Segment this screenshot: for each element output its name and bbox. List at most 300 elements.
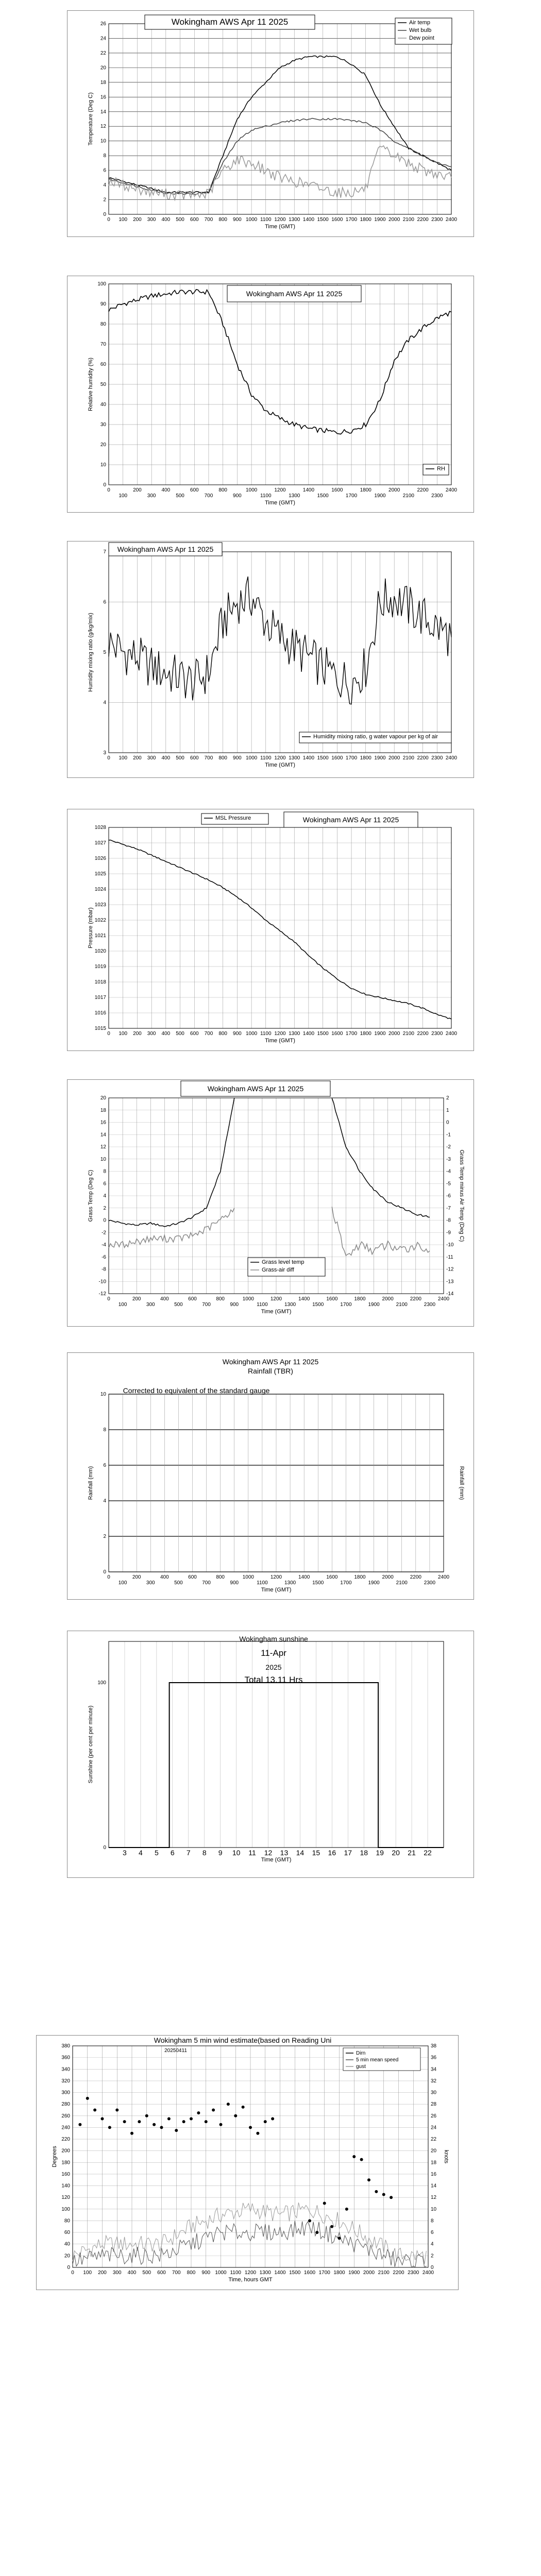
humidity-x-tick-0-1: 200 [133,487,142,493]
chart-mixing-ratio [67,541,474,778]
sunshine-x-tick-7: 10 [232,1849,241,1857]
mixing-ratio-x-tick-0-16: 1600 [331,755,343,761]
wind-direction-point-2 [93,2108,96,2111]
rainfall-x-tick-1-0: 100 [118,1580,127,1586]
grass-temp-x-tick-1-9: 1900 [368,1302,380,1308]
grass-temp-x-tick-0-12: 2400 [437,1296,450,1302]
wind-x-tick-0-7: 700 [172,2270,181,2276]
grass-temp-y-axis-label-right: Grass Temp minus Air Temp (Deg C) [459,1149,465,1242]
wind-x-tick-0-5: 500 [142,2270,151,2276]
wind-right-y-tick-14: 28 [431,2102,437,2108]
pressure-x-tick-0-0: 0 [107,1031,110,1037]
temperature-x-tick-0-3: 300 [147,217,156,223]
humidity-y-tick-7: 70 [100,342,106,347]
pressure-x-tick-0-4: 400 [161,1031,171,1037]
humidity-y-tick-10: 100 [97,281,106,287]
temperature-x-tick-0-23: 2300 [431,217,443,223]
wind-y-tick-0: 0 [67,2265,70,2270]
temperature-x-tick-0-4: 400 [161,217,171,223]
sunshine-x-tick-11: 14 [296,1849,305,1857]
temperature-y-tick-10: 20 [100,65,106,71]
wind-right-y-tick-11: 22 [431,2137,437,2143]
wind-y-tick-1: 20 [64,2253,70,2259]
pressure-title: Wokingham AWS Apr 11 2025 [302,816,399,824]
pressure-x-tick-0-10: 1000 [245,1031,258,1037]
wind-direction-point-26 [271,2117,274,2120]
wind-direction-point-18 [212,2108,215,2111]
wind-direction-point-34 [360,2158,363,2161]
humidity-x-tick-1-4: 900 [233,493,242,499]
temperature-x-tick-0-15: 1500 [317,217,329,223]
pressure-y-tick-4: 1019 [94,964,106,970]
sunshine-x-tick-14: 17 [344,1849,352,1857]
humidity-x-tick-1-9: 1900 [374,493,386,499]
wind-right-y-tick-5: 10 [431,2206,437,2212]
sunshine-x-tick-9: 12 [264,1849,273,1857]
pressure-y-tick-13: 1028 [94,825,106,831]
pressure-x-tick-0-1: 100 [119,1031,128,1037]
temperature-y-tick-4: 8 [103,153,106,159]
wind-direction-point-17 [205,2120,208,2123]
pressure-y-tick-7: 1022 [94,918,106,923]
pressure-y-tick-2: 1017 [94,995,106,1001]
grass-temp-x-tick-0-11: 2200 [410,1296,421,1302]
humidity-x-tick-1-5: 1100 [260,493,272,499]
temperature-x-tick-0-7: 700 [204,217,213,223]
wind-x-tick-0-19: 1900 [348,2270,360,2276]
temperature-x-tick-0-22: 2200 [417,217,429,223]
wind-right-y-tick-15: 30 [431,2090,437,2096]
temperature-y-tick-1: 2 [103,197,106,203]
mixing-ratio-x-tick-0-3: 300 [147,755,156,761]
wind-x-tick-0-6: 600 [157,2270,166,2276]
sunshine-y-axis-label: Sunshine (per cent per minute) [88,1705,94,1784]
temperature-x-tick-0-13: 1300 [289,217,300,223]
wind-direction-point-28 [315,2231,318,2234]
mixing-ratio-x-tick-0-2: 200 [133,755,142,761]
mixing-ratio-x-tick-0-17: 1700 [345,755,358,761]
temperature-x-tick-0-10: 1000 [245,217,258,223]
humidity-legend-label-0: RH [437,466,445,472]
grass-temp-x-tick-0-8: 1600 [326,1296,338,1302]
pressure-x-tick-0-24: 2400 [445,1031,458,1037]
wind-x-tick-0-24: 2400 [422,2270,434,2276]
humidity-y-tick-9: 90 [100,301,106,307]
sunshine-year: 2025 [265,1663,282,1671]
mixing-ratio-x-tick-0-13: 1300 [289,755,300,761]
temperature-y-tick-12: 24 [100,36,106,42]
wind-direction-point-0 [78,2123,81,2126]
temperature-y-tick-3: 6 [103,167,106,174]
wind-y-tick-10: 200 [61,2148,70,2154]
humidity-x-tick-0-0: 0 [107,487,110,493]
sunshine-total: Total 13.11 Hrs [244,1675,303,1685]
wind-y-tick-7: 140 [61,2183,70,2189]
wind-x-tick-0-3: 300 [112,2270,122,2276]
wind-y-tick-15: 300 [61,2090,70,2096]
wind-legend-label-1: 5 min mean speed [356,2057,399,2063]
chart-temperature [67,10,474,237]
temperature-y-tick-2: 4 [103,182,106,189]
wind-direction-point-11 [160,2126,163,2129]
wind-direction-point-3 [101,2117,104,2120]
mixing-ratio-x-tick-0-7: 700 [204,755,213,761]
temperature-x-tick-0-8: 800 [218,217,228,223]
wind-right-y-tick-9: 18 [431,2160,437,2166]
humidity-y-tick-0: 0 [103,482,106,488]
wind-series-gust [73,2202,426,2264]
temperature-y-tick-8: 16 [100,94,106,100]
wind-direction-point-25 [264,2120,267,2123]
grass-temp-right-y-tick-9: -5 [446,1181,451,1187]
grass-temp-legend-label-1: Grass-air diff [262,1267,294,1273]
rainfall-y-axis-label-right: Rainfall (mm) [459,1466,465,1500]
temperature-x-tick-0-18: 1800 [360,217,371,223]
mixing-ratio-x-tick-0-8: 800 [218,755,228,761]
temperature-x-tick-0-2: 200 [133,217,142,223]
temperature-legend-label-2: Dew point [409,35,434,41]
grass-temp-y-tick-14: 16 [100,1120,106,1126]
temperature-legend-label-0: Air temp [409,20,430,26]
rainfall-y-tick-3: 6 [103,1463,106,1468]
rainfall-x-tick-0-9: 1800 [354,1574,366,1580]
grass-temp-title: Wokingham AWS Apr 11 2025 [207,1084,304,1093]
wind-right-y-tick-4: 8 [431,2218,434,2224]
mixing-ratio-x-tick-0-23: 2300 [431,755,443,761]
grass-temp-x-tick-1-4: 900 [230,1302,239,1308]
wind-right-y-tick-13: 26 [431,2113,437,2119]
mixing-ratio-x-tick-0-5: 500 [176,755,184,761]
grass-temp-y-tick-4: -4 [102,1242,106,1248]
wind-direction-point-10 [153,2123,156,2126]
grass-temp-y-axis-label: Grass Temp (Deg C) [88,1170,94,1222]
wind-x-tick-0-9: 900 [201,2270,211,2276]
wind-x-tick-0-8: 800 [187,2270,196,2276]
rainfall-annotation: Corrected to equivalent of the standard gauge [123,1386,270,1395]
pressure-y-tick-10: 1025 [94,871,106,877]
grass-temp-chart-svg [67,1080,474,1326]
wind-direction-point-7 [130,2132,133,2135]
wind-y-axis-label-right: knots [443,2149,449,2164]
grass-temp-x-tick-0-1: 200 [132,1296,141,1302]
wind-y-tick-11: 220 [61,2137,70,2143]
wind-right-y-tick-8: 16 [431,2171,437,2177]
wind-y-tick-17: 340 [61,2066,70,2073]
grass-temp-y-tick-16: 20 [100,1095,106,1101]
humidity-y-tick-5: 50 [100,382,106,387]
mixing-ratio-x-tick-0-11: 1100 [260,755,272,761]
temperature-x-tick-0-6: 600 [190,217,199,223]
grass-temp-x-tick-0-5: 1000 [242,1296,254,1302]
rainfall-title: Wokingham AWS Apr 11 2025 [222,1358,319,1366]
sunshine-x-tick-8: 11 [248,1849,256,1857]
temperature-x-tick-0-11: 1100 [260,217,272,223]
wind-y-tick-3: 60 [64,2230,70,2236]
wind-x-tick-0-16: 1600 [303,2270,316,2276]
grass-temp-y-tick-15: 18 [100,1107,106,1113]
pressure-x-tick-0-2: 200 [133,1031,142,1037]
grass-temp-x-tick-1-6: 1300 [284,1302,296,1308]
rainfall-y-axis-label: Rainfall (mm) [88,1466,94,1500]
humidity-x-tick-0-6: 1200 [274,487,286,493]
pressure-x-tick-0-9: 900 [233,1031,242,1037]
mixing-ratio-x-tick-0-22: 2200 [417,755,429,761]
humidity-x-tick-0-9: 1800 [360,487,371,493]
mixing-ratio-x-tick-0-24: 2400 [445,755,458,761]
humidity-x-tick-0-12: 2400 [445,487,458,493]
sunshine-x-tick-12: 15 [312,1849,320,1857]
mixing-ratio-x-axis-label: Time (GMT) [265,762,295,768]
temperature-x-tick-0-19: 1900 [374,217,386,223]
wind-direction-point-35 [367,2178,370,2181]
wind-right-y-tick-10: 20 [431,2148,437,2154]
wind-direction-point-16 [197,2111,200,2114]
wind-x-tick-0-18: 1800 [333,2270,345,2276]
wind-x-tick-0-17: 1700 [318,2270,330,2276]
wind-y-tick-19: 380 [61,2043,70,2049]
grass-temp-x-tick-0-4: 800 [216,1296,225,1302]
grass-temp-y-tick-6: 0 [103,1217,106,1224]
wind-right-y-tick-16: 32 [431,2078,437,2084]
grass-temp-series-1 [332,1098,430,1217]
grass-temp-right-y-tick-12: -2 [446,1144,451,1150]
mixing-ratio-x-tick-0-21: 2100 [402,755,414,761]
mixing-ratio-title: Wokingham AWS Apr 11 2025 [117,545,214,553]
humidity-x-tick-1-2: 500 [176,493,184,499]
wind-y-tick-12: 240 [61,2125,70,2131]
sunshine-x-tick-6: 9 [218,1849,223,1857]
humidity-x-tick-1-10: 2100 [402,493,414,499]
sunshine-x-tick-5: 8 [202,1849,207,1857]
rainfall-x-tick-1-4: 900 [230,1580,239,1586]
grass-temp-x-tick-1-2: 500 [174,1302,183,1308]
humidity-y-tick-4: 40 [100,402,106,408]
wind-x-tick-0-14: 1400 [274,2270,286,2276]
humidity-x-tick-1-3: 700 [204,493,213,499]
sunshine-x-tick-3: 6 [170,1849,175,1857]
wind-x-tick-0-13: 1300 [259,2270,271,2276]
wind-direction-point-21 [234,2114,237,2117]
chart-rainfall [67,1352,474,1600]
rainfall-x-tick-0-1: 200 [132,1574,141,1580]
wind-x-tick-0-22: 2200 [393,2270,404,2276]
grass-temp-y-tick-0: -12 [98,1291,106,1297]
wind-legend-label-2: gust [356,2064,366,2070]
grass-temp-right-y-tick-7: -7 [446,1205,451,1211]
grass-temp-x-tick-0-2: 400 [160,1296,169,1302]
pressure-x-tick-0-13: 1300 [289,1031,300,1037]
wind-title: Wokingham 5 min wind estimate(based on Reading Uni [154,2036,332,2044]
wind-y-axis-label: Degrees [52,2146,58,2167]
grass-temp-right-y-tick-2: -12 [446,1266,454,1273]
temperature-x-axis-label: Time (GMT) [265,224,295,230]
sunshine-x-tick-0: 3 [123,1849,127,1857]
mixing-ratio-x-tick-0-19: 1900 [374,755,386,761]
pressure-x-tick-0-23: 2300 [431,1031,443,1037]
wind-right-y-tick-6: 12 [431,2195,437,2201]
wind-x-tick-0-15: 1500 [289,2270,301,2276]
temperature-y-tick-9: 18 [100,79,106,86]
humidity-y-tick-2: 20 [100,442,106,448]
rainfall-x-tick-0-11: 2200 [410,1574,421,1580]
wind-chart-svg [37,2036,458,2290]
temperature-x-tick-0-20: 2000 [388,217,400,223]
wind-x-tick-0-12: 1200 [244,2270,257,2276]
sunshine-x-tick-4: 7 [186,1849,191,1857]
rainfall-x-tick-1-3: 700 [202,1580,211,1586]
wind-x-tick-0-0: 0 [71,2270,74,2276]
grass-temp-right-y-tick-14: 0 [446,1120,449,1126]
mixing-ratio-y-tick-3: 6 [103,599,106,605]
grass-temp-x-tick-0-9: 1800 [354,1296,366,1302]
humidity-x-tick-0-2: 400 [161,487,171,493]
humidity-x-tick-0-11: 2200 [417,487,429,493]
wind-direction-point-1 [86,2097,89,2100]
temperature-y-tick-11: 22 [100,50,106,56]
wind-x-tick-0-23: 2300 [408,2270,419,2276]
rainfall-x-tick-1-6: 1300 [284,1580,296,1586]
wind-right-y-tick-1: 2 [431,2253,434,2259]
grass-temp-x-tick-1-1: 300 [146,1302,155,1308]
sunshine-x-tick-1: 4 [139,1849,143,1857]
pressure-x-tick-0-16: 1600 [331,1031,343,1037]
humidity-x-tick-1-1: 300 [147,493,156,499]
wind-direction-point-38 [390,2196,393,2199]
grass-temp-x-tick-0-0: 0 [107,1296,110,1302]
grass-temp-x-tick-1-10: 2100 [396,1302,408,1308]
sunshine-series-0 [109,1683,444,1848]
wind-right-y-tick-19: 38 [431,2043,437,2049]
grass-temp-x-tick-1-8: 1700 [340,1302,352,1308]
rainfall-x-tick-0-7: 1400 [298,1574,310,1580]
wind-right-y-tick-7: 14 [431,2183,437,2189]
chart-wind [36,2035,459,2290]
humidity-y-tick-1: 10 [100,462,106,468]
grass-temp-legend-label-0: Grass level temp [262,1259,305,1265]
wind-y-tick-2: 40 [64,2241,70,2247]
rainfall-x-tick-1-11: 2300 [424,1580,436,1586]
temperature-x-tick-0-14: 1400 [302,217,315,223]
rainfall-x-tick-0-6: 1200 [270,1574,282,1580]
pressure-y-tick-0: 1015 [94,1026,106,1031]
pressure-x-tick-0-21: 2100 [402,1031,414,1037]
grass-temp-x-tick-1-3: 700 [202,1302,211,1308]
mixing-ratio-x-tick-0-20: 2000 [388,755,400,761]
humidity-x-tick-1-7: 1500 [317,493,329,499]
mixing-ratio-legend-label-0: Humidity mixing ratio, g water vapour per kg of air [313,734,438,740]
grass-temp-right-y-tick-5: -9 [446,1230,451,1236]
sunshine-title: Wokingham sunshine [239,1635,308,1643]
grass-temp-y-tick-10: 8 [103,1168,106,1175]
rainfall-x-tick-1-8: 1700 [340,1580,352,1586]
sunshine-x-tick-17: 20 [392,1849,400,1857]
grass-temp-right-y-tick-8: -6 [446,1193,451,1199]
rainfall-x-tick-0-12: 2400 [437,1574,450,1580]
wind-y-tick-6: 120 [61,2195,70,2201]
grass-temp-y-tick-7: 2 [103,1205,106,1211]
chart-grass-temp [67,1079,474,1327]
wind-direction-point-31 [338,2236,341,2240]
wind-direction-point-27 [308,2219,311,2222]
rainfall-y-tick-2: 4 [103,1498,106,1504]
wind-direction-point-24 [256,2132,259,2135]
grass-temp-right-y-tick-16: 2 [446,1095,449,1101]
wind-right-y-tick-3: 6 [431,2230,434,2236]
wind-y-tick-8: 160 [61,2171,70,2177]
grass-temp-y-tick-2: -8 [102,1266,106,1273]
grass-temp-x-axis-label: Time (GMT) [261,1309,292,1315]
wind-y-tick-13: 260 [61,2113,70,2119]
humidity-x-tick-0-7: 1400 [302,487,315,493]
humidity-x-tick-1-11: 2300 [431,493,443,499]
sunshine-chart-svg [67,1631,474,1877]
wind-x-tick-0-11: 1100 [230,2270,242,2276]
wind-y-tick-4: 80 [64,2218,70,2224]
wind-y-tick-16: 320 [61,2078,70,2084]
mixing-ratio-x-tick-0-9: 900 [233,755,242,761]
grass-temp-y-tick-8: 4 [103,1193,106,1199]
rainfall-x-tick-1-9: 1900 [368,1580,380,1586]
temperature-y-tick-6: 12 [100,124,106,130]
sunshine-x-axis-label: Time (GMT) [261,1857,292,1863]
pressure-y-tick-9: 1024 [94,887,106,892]
mixing-ratio-x-tick-0-18: 1800 [360,755,371,761]
wind-direction-point-32 [345,2208,348,2211]
mixing-ratio-x-tick-0-6: 600 [190,755,199,761]
wind-right-y-tick-0: 0 [431,2265,434,2270]
wind-right-y-tick-18: 36 [431,2055,437,2061]
wind-direction-point-12 [167,2117,171,2120]
temperature-y-axis-label: Temperature (Deg C) [88,92,94,146]
mixing-ratio-y-tick-1: 4 [103,700,106,706]
grass-temp-series-2 [109,1208,234,1248]
sunshine-x-tick-16: 19 [376,1849,384,1857]
temperature-chart-svg [67,11,474,236]
temperature-y-tick-5: 10 [100,138,106,144]
sunshine-y-tick-0: 0 [103,1845,106,1851]
rainfall-x-tick-0-3: 600 [188,1574,197,1580]
wind-direction-point-29 [323,2202,326,2205]
grass-temp-y-tick-9: 6 [103,1181,106,1187]
humidity-y-tick-8: 80 [100,321,106,327]
wind-x-tick-0-10: 1000 [215,2270,227,2276]
mixing-ratio-x-tick-0-12: 1200 [274,755,286,761]
pressure-x-tick-0-22: 2200 [417,1031,429,1037]
wind-direction-point-5 [115,2108,119,2111]
rainfall-x-tick-0-10: 2000 [382,1574,394,1580]
pressure-x-tick-0-3: 300 [147,1031,156,1037]
rainfall-x-tick-0-5: 1000 [242,1574,254,1580]
grass-temp-right-y-tick-13: -1 [446,1132,451,1138]
grass-temp-x-tick-0-10: 2000 [382,1296,394,1302]
rainfall-y-tick-5: 10 [100,1392,106,1397]
grass-temp-right-y-tick-0: -14 [446,1291,454,1297]
humidity-x-tick-0-10: 2000 [388,487,400,493]
sunshine-y-tick-1: 100 [97,1680,106,1686]
mixing-ratio-y-tick-4: 7 [103,549,106,555]
mixing-ratio-y-tick-2: 5 [103,650,106,655]
grass-temp-y-tick-11: 10 [100,1156,106,1162]
temperature-legend-label-1: Wet bulb [409,27,432,33]
rainfall-y-tick-4: 8 [103,1427,106,1433]
temperature-title: Wokingham AWS Apr 11 2025 [171,17,289,27]
pressure-y-tick-11: 1026 [94,856,106,861]
grass-temp-right-y-tick-15: 1 [446,1107,449,1113]
wind-direction-point-8 [138,2120,141,2123]
rainfall-x-axis-label: Time (GMT) [261,1587,292,1593]
rainfall-x-tick-1-10: 2100 [396,1580,408,1586]
wind-direction-point-37 [382,2193,385,2196]
